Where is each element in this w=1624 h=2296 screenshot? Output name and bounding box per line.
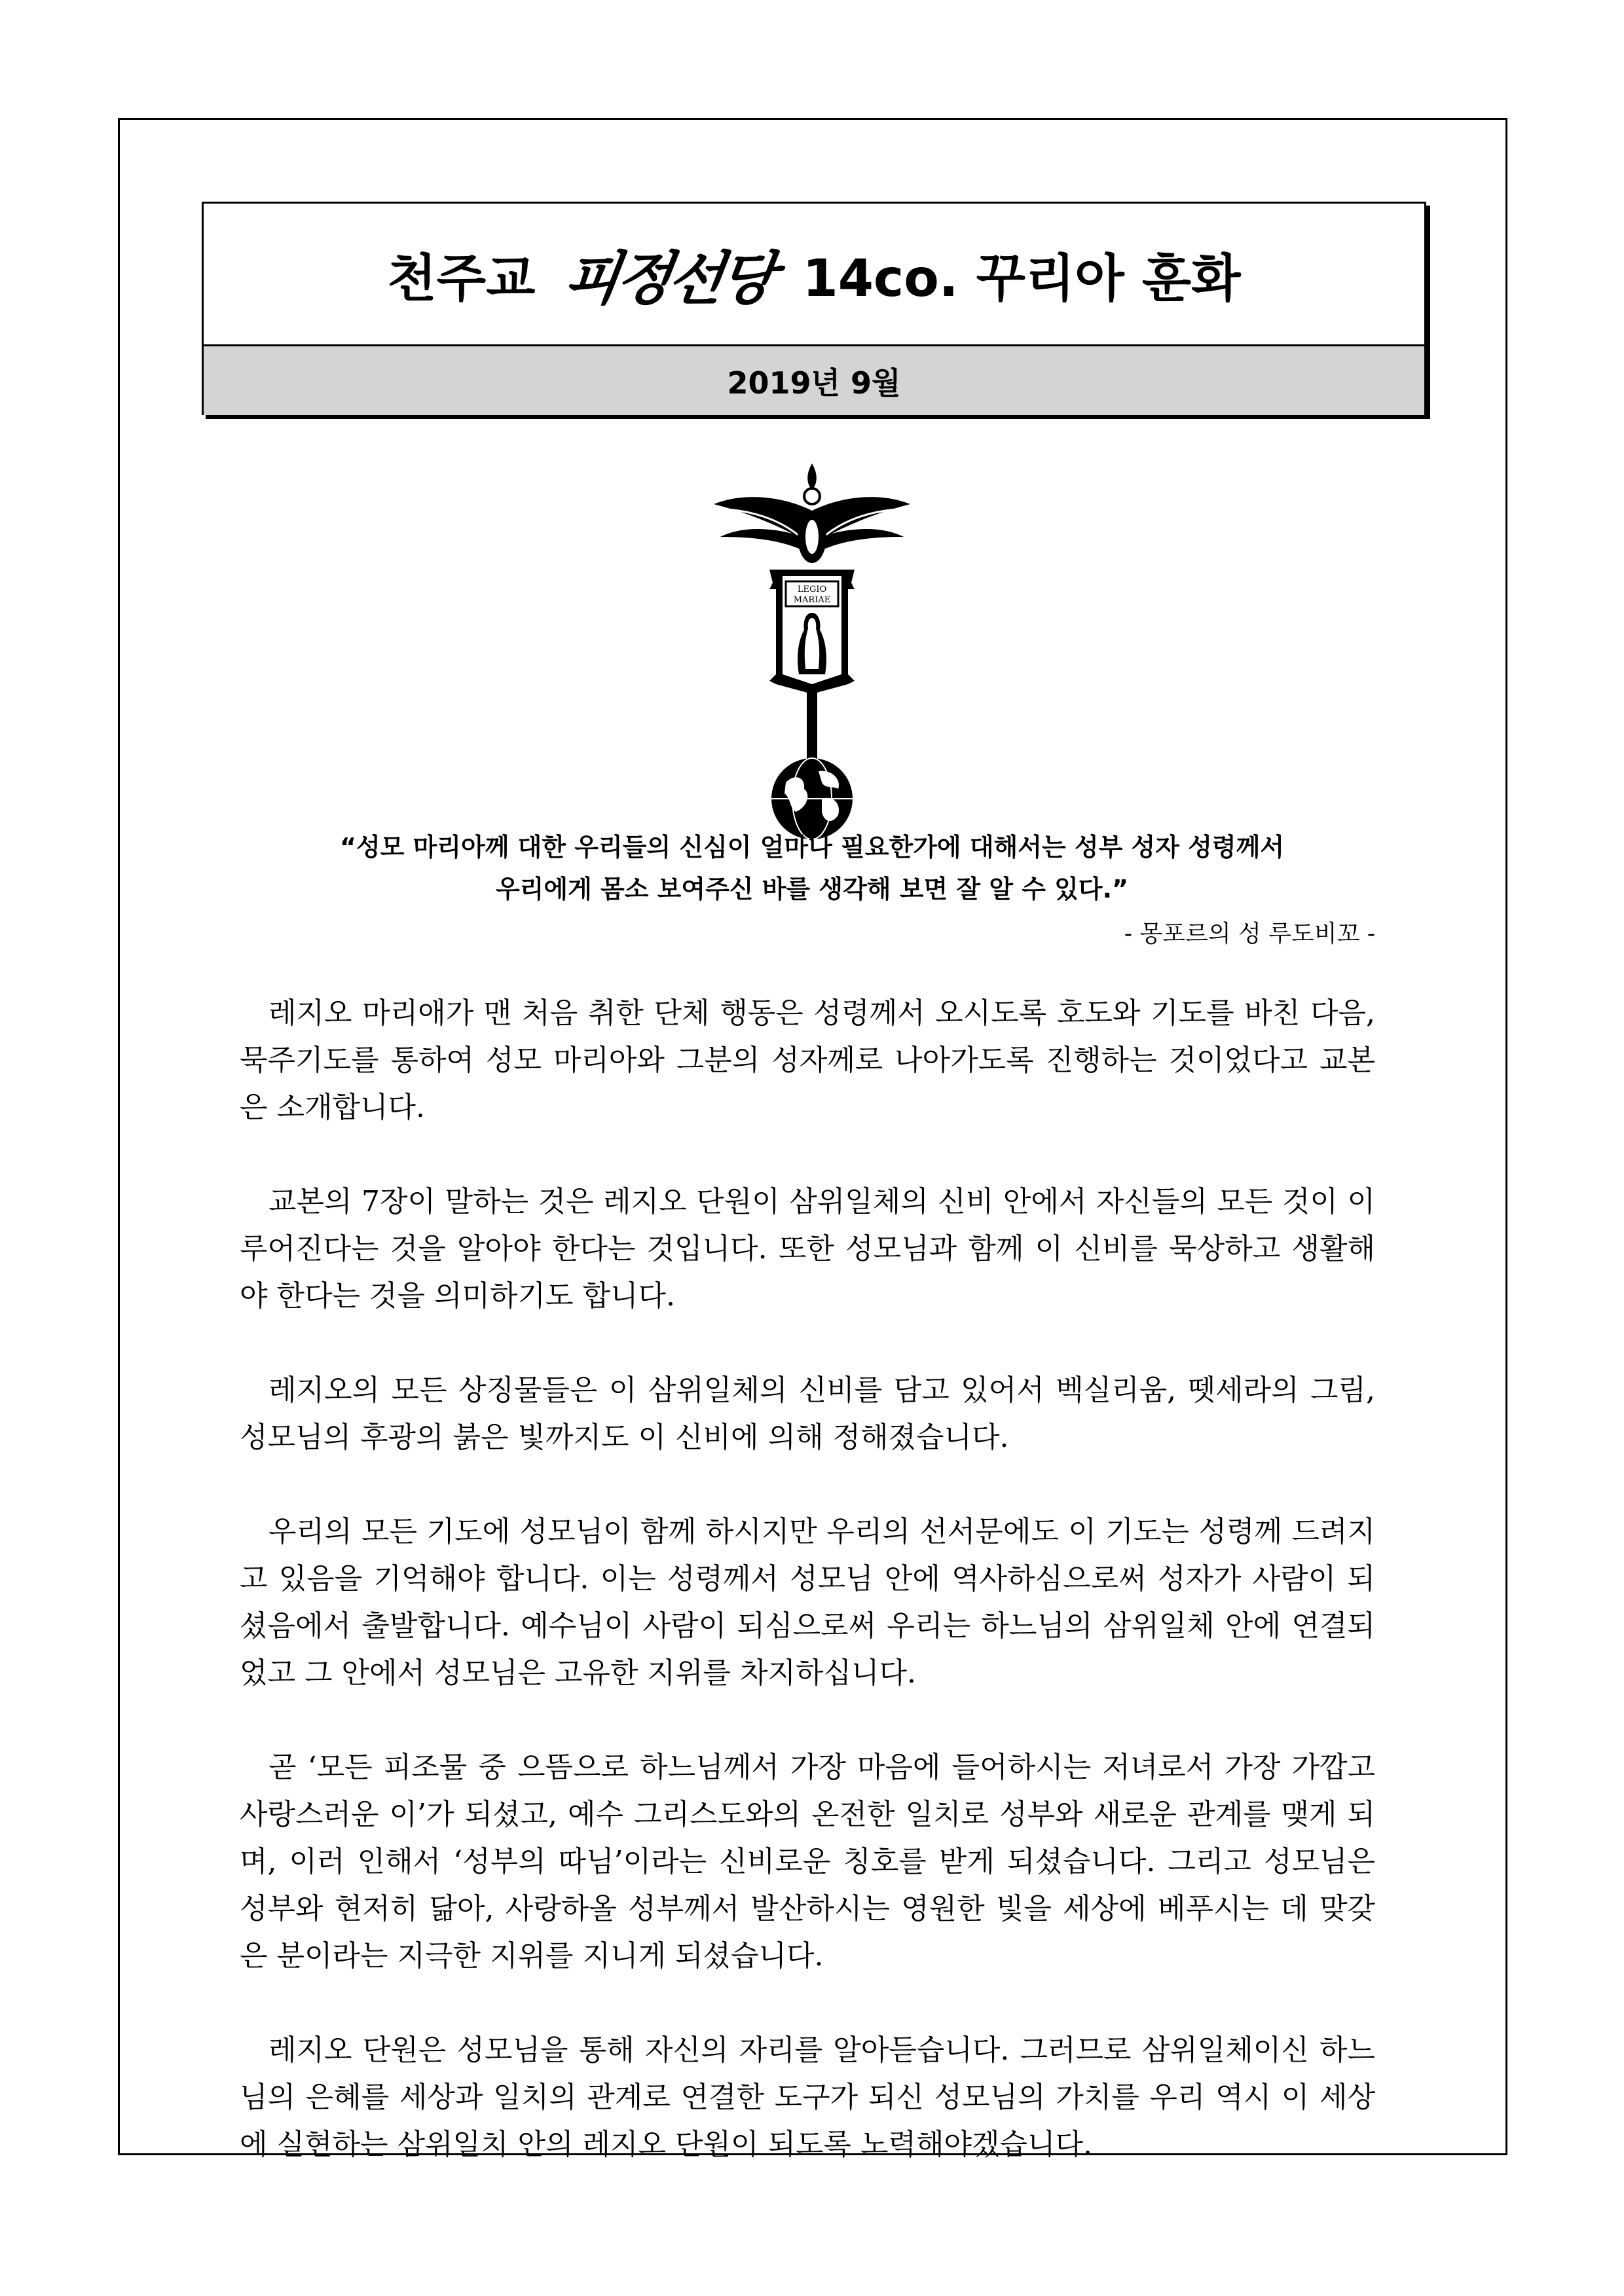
epigraph-quote — [236, 826, 1388, 910]
paragraph: 레지오 단원은 성모님을 통해 자신의 자리를 알아듣습니다. 그러므로 삼위일체이신 하느님의 은혜를 세상과 일치의 관계로 연결한 도구가 되신 성모님의 가치를 우리 역시 이 세상에 실현하는 삼위일치 안의 레지오 단원이 되도록 노력해야겠습니다. — [240, 2033, 1375, 2161]
paragraph: 우리의 모든 기도에 성모님이 함께 하시지만 우리의 선서문에도 이 기도는 성령께 드려지고 있음을 기억해야 합니다. 이는 성령께서 성모님 안에 역사하심으로써 성자가 사람이 되셨음에서 출발합니다. 예수님이 사람이 되심으로써 우리는 하느님의 삼위일체 안에 연결되었고 그 안에서 성모님은 고유한 지위를 차지하십니다. — [240, 1515, 1375, 1690]
header-box — [202, 202, 1426, 415]
legio-mariae-vexillum-icon — [707, 458, 917, 845]
title-prefix: 천주교 — [387, 249, 536, 308]
emblem-inscription-line2: MARIAE — [793, 595, 831, 605]
paragraph: 레지오의 모든 상징물들은 이 삼위일체의 신비를 담고 있어서 벡실리움, 뗏세라의 그림, 성모님의 후광의 붉은 빛까지도 이 신비에 의해 정해졌습니다. — [240, 1374, 1375, 1454]
paragraph: 곧 ‘모든 피조물 중 으뜸으로 하느님께서 가장 마음에 들어하시는 저녀로서 가장 가깝고 사랑스러운 이’가 되셨고, 예수 그리스도와의 온전한 일치로 성부와 새로운 관계를 맺게 되며, 이러 인해서 ‘성부의 따님’이라는 신비로운 칭호를 받게 되셨습니다. 그리고 성모님은 성부와 현저히 닮아, 사랑하올 성부께서 발산하시는 영원한 빛을 세상에 베푸시는 데 맞갖은 분이라는 지극한 지위를 지니게 되셨습니다. — [240, 1751, 1375, 1973]
page-title — [204, 204, 1424, 346]
quote-attribution: - 몽포르의 성 루도비꼬 - — [1124, 920, 1375, 947]
homily-body — [240, 990, 1375, 2215]
quote-line-2: 우리에게 몸소 보여주신 바를 생각해 보면 잘 알 수 있다.” — [495, 875, 1129, 903]
issue-date: 2019년 9월 — [204, 346, 1424, 415]
parish-name-calligraphy: 피정선당 — [560, 244, 777, 312]
title-suffix: 14co. 꾸리아 훈화 — [802, 249, 1241, 308]
paragraph: 레지오 마리애가 맨 처음 취한 단체 행동은 성령께서 오시도록 호도와 기도를 바친 다음, 묵주기도를 통하여 성모 마리아와 그분의 성자께로 나아가도록 진행하는 것이었다고 교본은 소개합니다. — [240, 996, 1375, 1124]
quote-line-1: “성모 마리아께 대한 우리들의 신심이 얼마나 필요한가에 대해서는 성부 성자 성령께서 — [339, 833, 1285, 862]
paragraph: 교본의 7장이 말하는 것은 레지오 단원이 삼위일체의 신비 안에서 자신들의 모든 것이 이루어진다는 것을 알아야 한다는 것입니다. 또한 성모님과 함께 이 신비를 묵상하고 생활해야 한다는 것을 의미하기도 합니다. — [240, 1185, 1375, 1313]
emblem-inscription-line1: LEGIO — [797, 585, 827, 594]
